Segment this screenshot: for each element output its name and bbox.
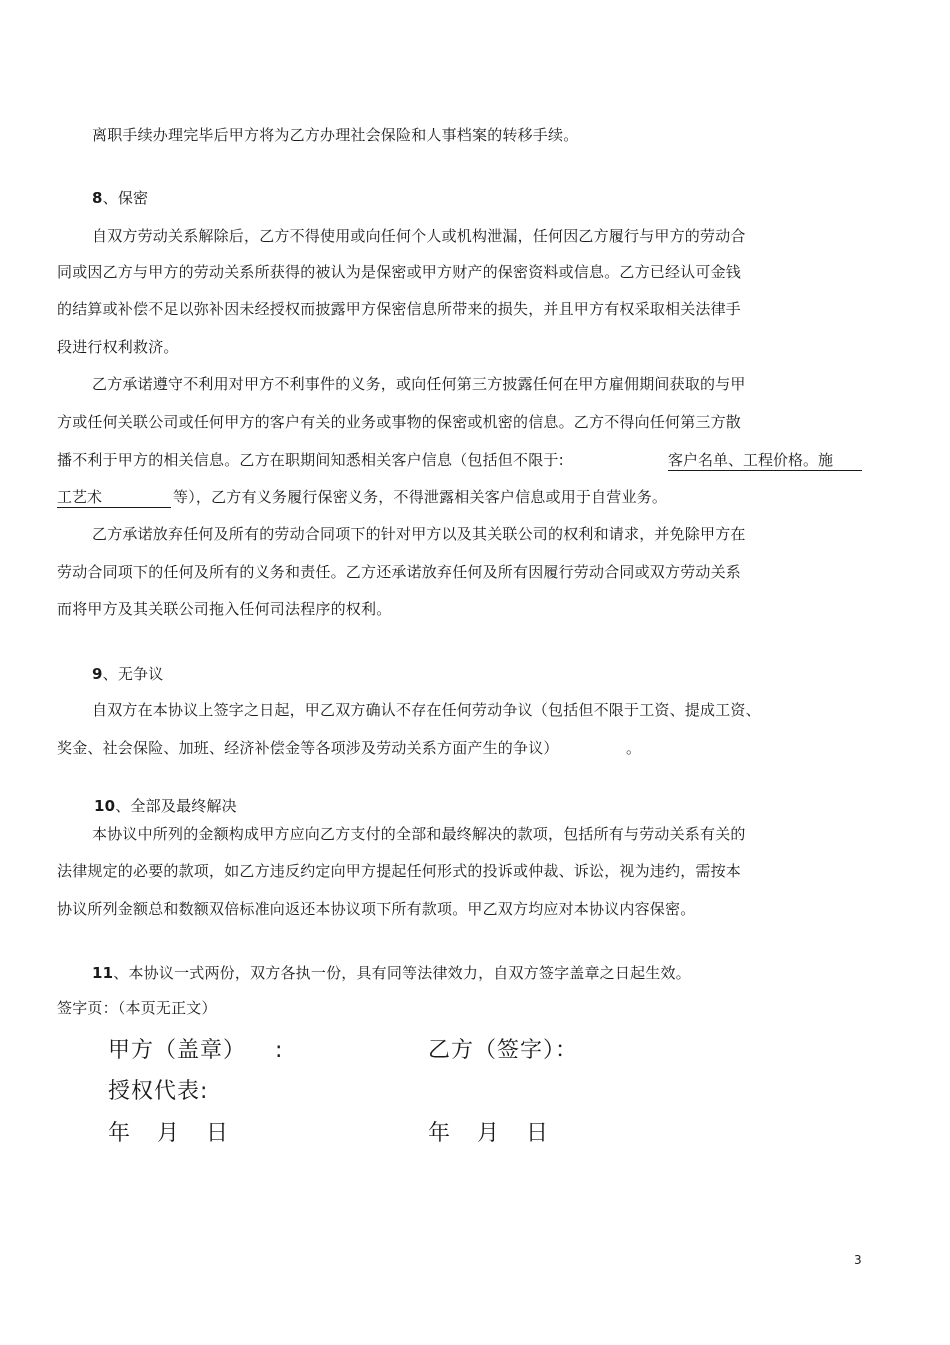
s8-p3-line2: 劳动合同项下的任何及所有的义务和责任。乙方还承诺放弃任何及所有因履行劳动合同或双方劳动关系 bbox=[57, 563, 742, 581]
section-number: 10 bbox=[94, 797, 116, 815]
date-a: 年 月 日 bbox=[108, 1121, 229, 1146]
section-number: 9 bbox=[92, 665, 103, 683]
section-9-heading bbox=[92, 664, 163, 684]
s8-p2-line1: 乙方承诺遵守不利用对甲方不利事件的义务，或向任何第三方披露任何在甲方雇佣期间获取的与甲 bbox=[92, 375, 746, 393]
section-text: 、本协议一式两份，双方各执一份，具有同等法律效力，自双方签字盖章之日起生效。 bbox=[113, 964, 691, 982]
page-number: 3 bbox=[854, 1253, 862, 1267]
s8-p2-line3: 播不利于甲方的相关信息。乙方在职期间知悉相关客户信息（包括但不限于: bbox=[57, 451, 564, 469]
party-a-colon: : bbox=[275, 1038, 284, 1063]
s8-p3-line1: 乙方承诺放弃任何及所有的劳动合同项下的针对甲方以及其关联公司的权利和请求，并免除甲方在 bbox=[92, 525, 746, 543]
s8-p2-line2: 方或任何关联公司或任何甲方的客户有关的业务或事物的保密或机密的信息。乙方不得向任何第三方散 bbox=[57, 413, 742, 431]
s8-p2-line4: 等），乙方有义务履行保密义务，不得泄露相关客户信息或用于自营业务。 bbox=[173, 488, 668, 506]
s8-p1-line1: 自双方劳动关系解除后，乙方不得使用或向任何个人或机构泄漏，任何因乙方履行与甲方的劳动合 bbox=[92, 227, 746, 245]
filled-blank-customer-info: 客户名单、工程价格。施 bbox=[668, 450, 862, 471]
section-11 bbox=[92, 963, 691, 983]
s9-end-mark: 。 bbox=[626, 739, 642, 757]
section-10-heading bbox=[94, 796, 237, 816]
section-number: 8 bbox=[92, 189, 103, 207]
section-8-heading bbox=[92, 188, 148, 208]
s10-line1: 本协议中所列的金额构成甲方应向乙方支付的全部和最终解决的款项，包括所有与劳动关系有关的 bbox=[92, 825, 746, 843]
section-title: 、无争议 bbox=[102, 665, 164, 683]
s8-p3-line3: 而将甲方及其关联公司拖入任何司法程序的权利。 bbox=[57, 600, 392, 618]
s8-p1-line2: 同或因乙方与甲方的劳动关系所获得的被认为是保密或甲方财产的保密资料或信息。乙方已经认可金钱 bbox=[57, 263, 742, 281]
section-title: 、保密 bbox=[102, 189, 149, 207]
party-b-label: 乙方（签字）： bbox=[428, 1038, 579, 1063]
date-b: 年 月 日 bbox=[428, 1121, 549, 1146]
top-line: 离职手续办理完毕后甲方将为乙方办理社会保险和人事档案的转移手续。 bbox=[92, 126, 579, 144]
section-title: 、全部及最终解决 bbox=[115, 797, 237, 815]
s10-line3: 协议所列金额总和数额双倍标准向返还本协议项下所有款项。甲乙双方均应对本协议内容保密。 bbox=[57, 900, 696, 918]
filled-blank-craft: 工艺术 bbox=[57, 487, 171, 508]
s8-p1-line3: 的结算或补偿不足以弥补因未经授权而披露甲方保密信息所带来的损失，并且甲方有权采取相关法律手 bbox=[57, 300, 742, 318]
party-a-label: 甲方（盖章） bbox=[108, 1038, 247, 1063]
section-number: 11 bbox=[92, 964, 114, 982]
sign-note: 签字页：（本页无正文） bbox=[57, 999, 217, 1017]
s8-p1-line4: 段进行权利救济。 bbox=[57, 338, 179, 356]
s9-line1: 自双方在本协议上签字之日起，甲乙双方确认不存在任何劳动争议（包括但不限于工资、提成工资、 bbox=[92, 701, 761, 719]
s10-line2: 法律规定的必要的款项，如乙方违反约定向甲方提起任何形式的投诉或仲裁、诉讼，视为违约，需按本 bbox=[57, 862, 742, 880]
authorized-rep-label: 授权代表: bbox=[108, 1079, 209, 1104]
s9-line2: 奖金、社会保险、加班、经济补偿金等各项涉及劳动关系方面产生的争议） bbox=[57, 739, 559, 757]
